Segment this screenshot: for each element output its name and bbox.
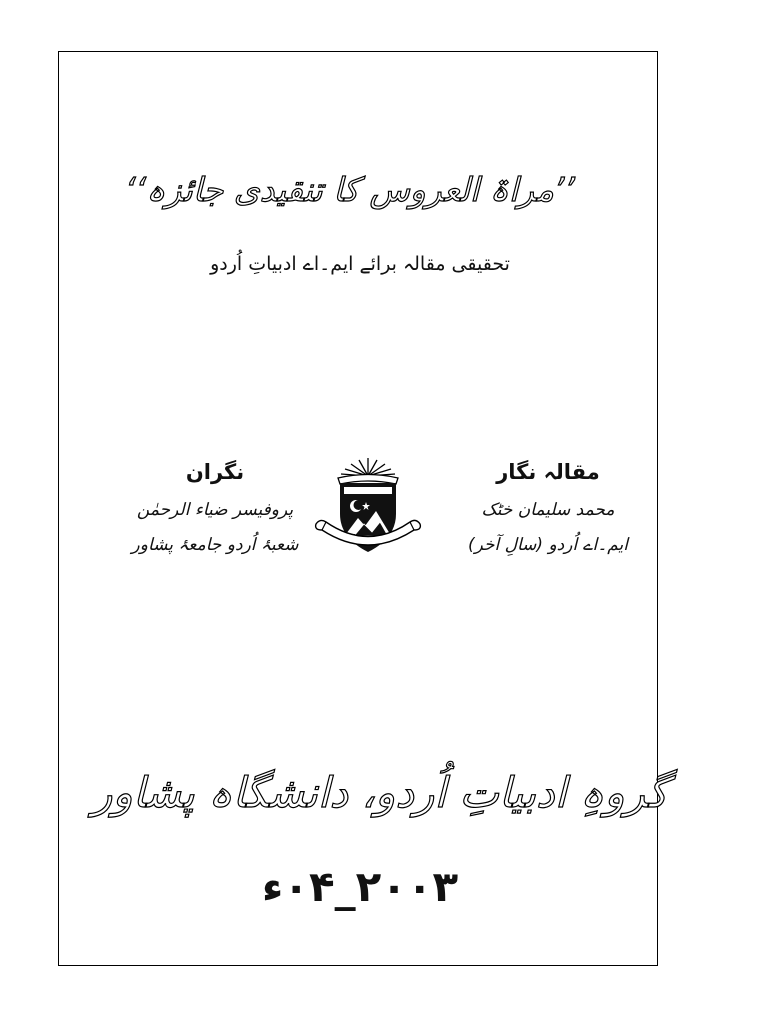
author-heading: مقالہ نگار xyxy=(496,460,600,484)
supervisor-block xyxy=(115,460,315,569)
thesis-title: ’’مراۃ العروس کا تنقیدی جائزہ‘‘ xyxy=(125,170,575,209)
author-name: محمد سلیمان خٹک xyxy=(481,500,615,520)
author-block xyxy=(448,460,648,569)
university-crest-logo xyxy=(310,456,426,560)
department-name: گروہِ ادبیاتِ اُردو، دانشگاہ پشاور xyxy=(92,768,668,817)
supervisor-name: پروفیسر ضیاء الرحمٰن xyxy=(136,500,294,520)
author-detail: ایم۔اے اُردو (سالِ آخر) xyxy=(468,535,628,555)
supervisor-detail: شعبۂ اُردو جامعۂ پشاور xyxy=(131,535,299,555)
supervisor-heading: نگران xyxy=(185,460,245,484)
academic-session: ۲۰۰۳_۰۴ء xyxy=(261,862,459,911)
thesis-subtitle: تحقیقی مقالہ برائے ایم۔اے ادبیاتِ اُردو xyxy=(210,253,510,275)
